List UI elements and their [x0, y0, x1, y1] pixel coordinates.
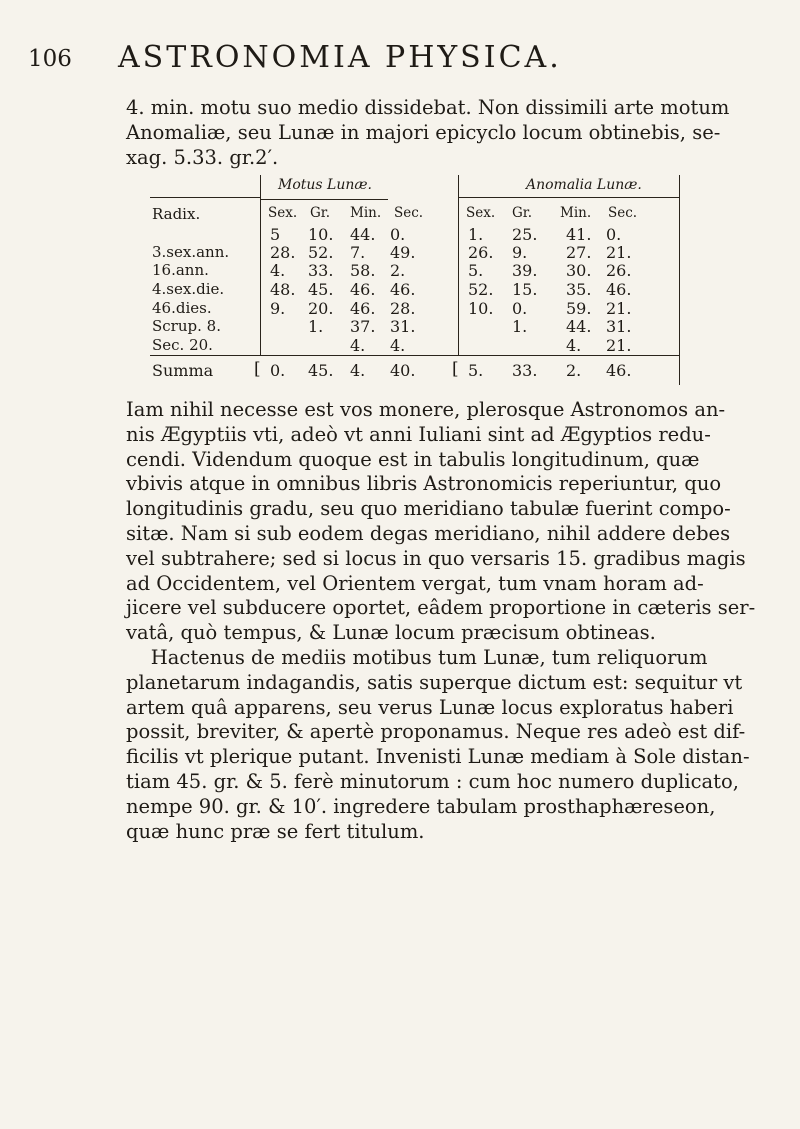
anomalia-cell: 0. [606, 225, 622, 244]
summa-anom-bracket: [ [452, 359, 459, 379]
summa-anom-gr: 33. [512, 361, 538, 380]
summa-label: Summa [152, 361, 214, 380]
anomalia-cell: 52. [468, 280, 494, 299]
text-line: Iam nihil necesse est vos monere, plerosque Astronomos an- [126, 398, 726, 421]
header-luna-gr: Gr. [310, 205, 331, 221]
luna-cell: 46. [390, 280, 416, 299]
luna-cell: 4. [390, 336, 406, 355]
header-anom-sex: Sex. [466, 205, 496, 221]
text-line: Anomaliæ, seu Lunæ in majori epicyclo locum obtinebis, se- [126, 121, 721, 144]
text-line: nempe 90. gr. & 10′. ingredere tabulam prosthaphæreseon, [126, 794, 716, 818]
header-luna-sec: Sec. [394, 205, 424, 221]
header-luna-min: Min. [350, 205, 382, 221]
anomalia-cell: 44. [566, 317, 592, 336]
running-title: ASTRONOMIA PHYSICA. [118, 40, 562, 75]
summa-luna-bracket: [ [254, 359, 261, 379]
anomalia-cell: 1. [468, 225, 484, 244]
anomalia-cell: 4. [566, 336, 582, 355]
intro-paragraph [126, 95, 776, 170]
table-rule [458, 175, 459, 355]
anomalia-cell: 10. [468, 299, 494, 318]
luna-cell: 7. [350, 243, 366, 262]
header-anom-sec: Sec. [608, 205, 638, 221]
text-line: possit, breviter, & apertè proponamus. Neque res adeò est dif- [126, 720, 746, 744]
luna-cell: 44. [350, 225, 376, 244]
luna-cell: 37. [350, 317, 376, 336]
table-rule [458, 197, 680, 198]
anomalia-cell: 1. [512, 317, 528, 336]
anomalia-cell: 27. [566, 243, 592, 262]
luna-cell: 9. [270, 299, 286, 318]
anomalia-cell: 35. [566, 280, 592, 299]
summa-luna-min: 4. [350, 361, 366, 380]
anomalia-cell: 26. [606, 261, 632, 280]
luna-cell: 45. [308, 280, 334, 299]
text-line: cendi. Videndum quoque est in tabulis longitudinum, quæ [126, 447, 700, 471]
text-line: vatâ, quò tempus, & Lunæ locum præcisum obtineas. [126, 621, 656, 645]
row-label: 46.dies. [152, 299, 212, 317]
anomalia-cell: 39. [512, 261, 538, 280]
table-rule [150, 355, 680, 356]
luna-cell: 4. [270, 261, 286, 280]
row-label: Sec. 20. [152, 336, 213, 354]
luna-cell: 52. [308, 243, 334, 262]
text-line: nis Ægyptiis vti, adeò vt anni Iuliani sint ad Ægyptios redu- [126, 422, 711, 446]
luna-cell: 0. [390, 225, 406, 244]
row-label: 16.ann. [152, 261, 209, 279]
luna-cell: 1. [308, 317, 324, 336]
anomalia-cell: 41. [566, 225, 592, 244]
anomalia-cell: 59. [566, 299, 592, 318]
text-line: ficilis vt plerique putant. Invenisti Lunæ mediam à Sole distan- [126, 745, 750, 769]
luna-cell: 5 [270, 225, 281, 244]
luna-cell: 28. [270, 243, 296, 262]
page-number: 106 [28, 46, 72, 72]
text-line: tiam 45. gr. & 5. ferè minutorum : cum hoc numero duplicato, [126, 769, 739, 793]
text-line: sitæ. Nam si sub eodem degas meridiano, nihil addere debes [126, 521, 731, 545]
luna-cell: 49. [390, 243, 416, 262]
summa-anom-min: 2. [566, 361, 582, 380]
text-line: jicere vel subducere oportet, eâdem proportione in cæteris ser- [126, 596, 756, 620]
luna-cell: 48. [270, 280, 296, 299]
header-anom-gr: Gr. [512, 205, 533, 221]
summa-luna-gr: 45. [308, 361, 334, 380]
anomalia-cell: 0. [512, 299, 528, 318]
page-header [28, 40, 770, 80]
summa-luna-sec: 40. [390, 361, 416, 380]
anomalia-cell: 25. [512, 225, 538, 244]
luna-cell: 46. [350, 299, 376, 318]
text-line: artem quâ apparens, seu verus Lunæ locus exploratus haberi [126, 695, 734, 719]
anomalia-cell: 30. [566, 261, 592, 280]
caption-anomalia-lunae: Anomalia Lunæ. [526, 177, 642, 193]
header-radix: Radix. [152, 205, 201, 223]
summa-luna-sex: 0. [270, 361, 286, 380]
luna-cell: 31. [390, 317, 416, 336]
anomalia-cell: 21. [606, 336, 632, 355]
header-luna-sex: Sex. [268, 205, 298, 221]
luna-cell: 28. [390, 299, 416, 318]
text-line: xag. 5.33. gr.2′. [126, 146, 279, 169]
anomalia-cell: 5. [468, 261, 484, 280]
table-rule [260, 175, 261, 355]
row-label: Scrup. 8. [152, 317, 221, 335]
luna-cell: 20. [308, 299, 334, 318]
row-label: 3.sex.ann. [152, 243, 230, 261]
lunar-motion-table [150, 175, 680, 387]
row-label: 4.sex.die. [152, 280, 225, 298]
anomalia-cell: 31. [606, 317, 632, 336]
luna-cell: 4. [350, 336, 366, 355]
text-line: 4. min. motu suo medio dissidebat. Non dissimili arte motum [126, 96, 730, 119]
anomalia-cell: 9. [512, 243, 528, 262]
anomalia-cell: 15. [512, 280, 538, 299]
table-rule [679, 175, 680, 385]
luna-cell: 58. [350, 261, 376, 280]
luna-cell: 33. [308, 261, 334, 280]
summa-anom-sec: 46. [606, 361, 632, 380]
text-line: Hactenus de mediis motibus tum Lunæ, tum reliquorum [126, 645, 708, 669]
anomalia-cell: 21. [606, 299, 632, 318]
table-rule [150, 197, 260, 198]
summa-anom-sex: 5. [468, 361, 484, 380]
text-line: quæ hunc præ se fert titulum. [126, 819, 425, 843]
table-rule [260, 199, 388, 200]
text-line: vbivis atque in omnibus libris Astronomicis reperiuntur, quo [126, 472, 722, 496]
main-paragraphs [126, 398, 776, 844]
text-line: planetarum indagandis, satis superque dictum est: sequitur vt [126, 670, 743, 694]
luna-cell: 46. [350, 280, 376, 299]
text-line: vel subtrahere; sed si locus in quo versaris 15. gradibus magis [126, 546, 746, 570]
anomalia-cell: 21. [606, 243, 632, 262]
caption-motus-lunae: Motus Lunæ. [278, 177, 372, 193]
luna-cell: 10. [308, 225, 334, 244]
luna-cell: 2. [390, 261, 406, 280]
anomalia-cell: 26. [468, 243, 494, 262]
anomalia-cell: 46. [606, 280, 632, 299]
header-anom-min: Min. [560, 205, 592, 221]
text-line: ad Occidentem, vel Orientem vergat, tum vnam horam ad- [126, 571, 704, 595]
text-line: longitudinis gradu, seu quo meridiano tabulæ fuerint compo- [126, 497, 731, 521]
